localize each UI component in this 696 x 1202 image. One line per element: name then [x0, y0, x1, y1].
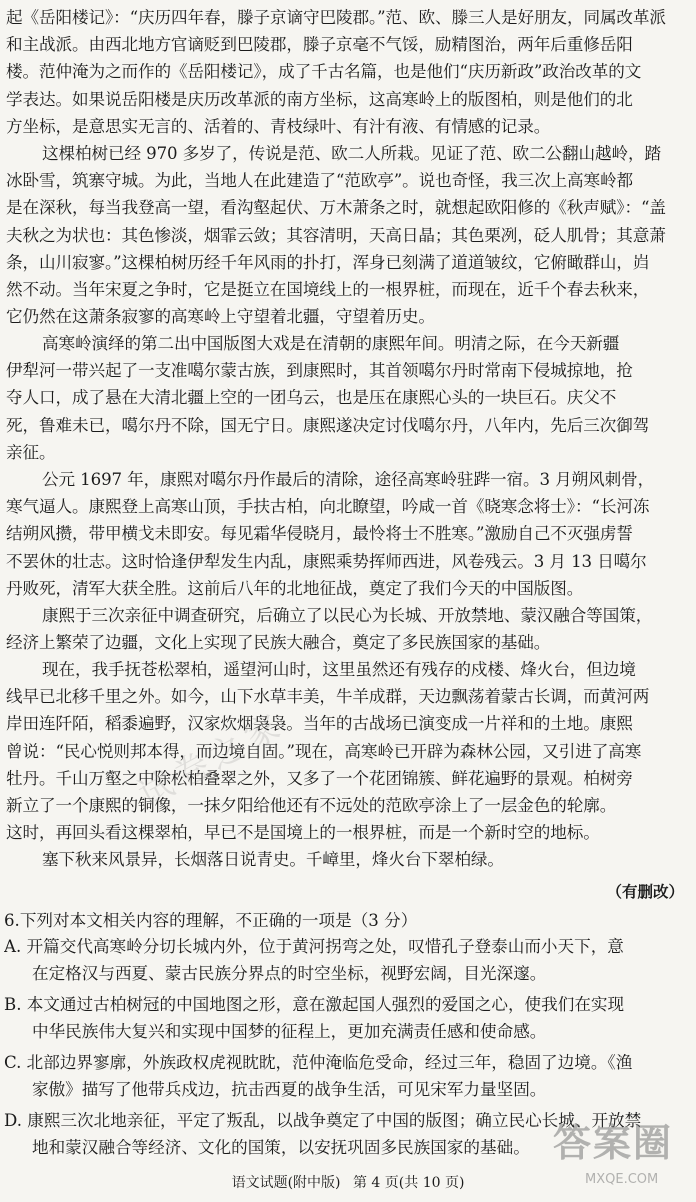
text-line: 高寒岭演绎的第二出中国版图大戏是在清朝的康熙年间。明清之际，在今天新疆 [42, 334, 620, 353]
text-line: 方坐标，是意思实无言的、活着的、青枝绿叶、有汁有液、有情感的记录。 [6, 116, 551, 136]
source-note: （有删改） [606, 882, 684, 901]
question-stem: 6.下列对本文相关内容的理解，不正确的一项是（3 分） [4, 911, 418, 930]
passage-paragraph-3 [6, 330, 690, 466]
text-line: 新立了一个康熙的铜像，一抹夕阳给他还有不远处的范欧亭涂上了一层金色的轮廓。 [6, 795, 617, 815]
text-line: 岸田连阡陌，稻黍遍野，汉家炊烟袅袅。当年的古战场已演变成一片祥和的土地。康熙 [6, 714, 633, 734]
option-line: A. 开篇交代高寒岭分切长城内外，位于黄河拐弯之处，叹惜孔子登泰山而小天下，意 [4, 937, 624, 956]
text-line: 结朔风攒，带甲横戈未即安。每见霜华侵晓月，最怜将士不胜寒。”激励自己不灭强虏誓 [6, 524, 633, 544]
text-line: 经济上繁荣了边疆，文化上实现了民族大融合，奠定了多民族国家的基础。 [6, 633, 551, 653]
passage-paragraph-2 [6, 140, 690, 330]
text-line: 起《岳阳楼记》：“庆历四年春，滕子京谪守巴陵郡。”范、欧、滕三人是好朋友，同属改革派 [6, 8, 666, 27]
text-line: 学表达。如果说岳阳楼是庆历改革派的南方坐标，这高寒岭上的版图柏，则是他们的北 [6, 89, 633, 109]
option-line: C. 北部边界寥廓，外族政权虎视眈眈，范仲淹临危受命，经过三年，稳固了边境。《渔 [4, 1053, 633, 1072]
option-a [4, 934, 690, 988]
passage-paragraph-5 [6, 602, 690, 656]
text-line: 公元 1697 年，康熙对噶尔丹作最后的清除，途径高寒岭驻跸一宿。3 月朔风刺骨， [42, 470, 655, 489]
passage-paragraph-1 [6, 4, 690, 140]
text-line: 和主战派。由西北地方官谪贬到巴陵郡，滕子京毫不气馁，励精图治，两年后重修岳阳 [6, 35, 633, 55]
passage-paragraph-4 [6, 466, 690, 602]
text-line: 夺人口，成了悬在大清北疆上空的一团乌云，也是压在康熙心头的一块巨石。庆父不 [6, 388, 617, 408]
text-line: 康熙于三次亲征中调查研究，后确立了以民心为长城、开放禁地、蒙汉融合等国策， [42, 606, 653, 625]
option-c [4, 1050, 690, 1104]
text-line: 伊犁河一带兴起了一支准噶尔蒙古族，到康熙时，其首领噶尔丹时常南下侵城掠地，抢 [6, 361, 633, 381]
text-line: 死，鲁难未已，噶尔丹不除，国无宁日。康熙遂决定讨伐噶尔丹，八年内，先后三次御驾 [6, 415, 650, 435]
text-line: 这时，再回头看这棵翠柏，早已不是国境上的一根界桩，而是一个新时空的地标。 [6, 823, 600, 843]
footer-subject: 语文试题(附中版) [231, 1175, 341, 1191]
option-line: D. 康熙三次北地亲征，平定了叛乱，以战争奠定了中国的版图；确立民心长城、开放禁 [4, 1111, 642, 1130]
option-b [4, 992, 690, 1046]
text-line: 是在深秋，每当我登高一望，看沟壑起伏、万木萧条之时，就想起欧阳修的《秋声赋》：“盖 [6, 198, 666, 218]
diagonal-watermark: 试卷之家 [131, 704, 292, 816]
logo-domain: MXQE.COM [585, 1172, 659, 1187]
option-line: 家傲》描写了他带兵戍边，抗击西夏的战争生活，可见宋军力量坚固。 [32, 1079, 547, 1099]
text-line: 它仍然在这萧条寂寥的高寒岭上守望着北疆，守望着历史。 [6, 307, 435, 327]
text-line: 亲征。 [6, 442, 56, 462]
text-line: 楼。范仲淹为之而作的《岳阳楼记》，成了千古名篇，也是他们“庆历新政”政治改革的文 [6, 62, 642, 82]
text-line: 夫秋之为状也：其色惨淡，烟霏云敛；其容清明，天高日晶；其色栗冽，砭人肌骨；其意萧 [6, 225, 666, 245]
text-line: 丹败死，清军大获全胜。这前后八年的北地征战，奠定了我们今天的中国版图。 [6, 578, 584, 598]
text-line: 条，山川寂寥。”这棵柏树历经千年风雨的扑打，浑身已刻满了道道皱纹，它俯瞰群山，岿 [6, 252, 650, 272]
passage-paragraph-7 [6, 846, 690, 873]
text-line: 牡丹。千山万壑之中除松柏叠翠之外，又多了一个花团锦簇、鲜花遍野的景观。柏树旁 [6, 768, 633, 788]
text-line: 塞下秋来风景异，长烟落日说青史。千嶂里，烽火台下翠柏绿。 [42, 850, 504, 869]
text-line: 这棵柏树已经 970 多岁了，传说是范、欧二人所栽。见证了范、欧二公翻山越岭，踏 [42, 144, 662, 163]
option-line: 地和蒙汉融合等经济、文化的国策，以安抚巩固多民族国家的基础。 [32, 1137, 530, 1157]
option-line: B. 本文通过古柏树冠的中国地图之形，意在激起国人强烈的爱国之心，使我们在实现 [4, 995, 625, 1014]
text-line: 冰卧雪，筑寨守城。为此，当地人在此建造了“范欧亭”。说也奇怪，我三次上高寒岭都 [6, 171, 634, 191]
text-line: 现在，我手抚苍松翠柏，遥望河山时，这里虽然还有残存的戍楼、烽火台，但边境 [42, 660, 636, 679]
footer-page-number: 第 4 页(共 10 页) [352, 1175, 465, 1191]
site-logo-watermark [545, 1112, 691, 1198]
text-line: 不罢休的壮志。这时恰逢伊犁发生内乱，康熙乘势挥师西进，风卷残云。3 月 13 日噶尔 [6, 551, 647, 571]
option-line: 中华民族伟大复兴和实现中国梦的征程上，更加充满责任感和使命感。 [32, 1021, 547, 1041]
text-line: 曾说：“民心悦则邦本得，而边境自固。”现在，高寒岭已开辟为森林公园，又引进了高寒 [6, 741, 642, 761]
option-line: 在定格汉与西夏、蒙古民族分界点的时空坐标，视野宏阔，目光深邃。 [32, 963, 547, 983]
text-line: 寒气逼人。康熙登上高寒山顶，手扶古柏，向北瞭望，吟咸一首《晓寒念将士》：“长河冻 [6, 497, 650, 517]
text-line: 线早已北移千里之外。如今，山下水草丰美，牛羊成群，天边飘荡着蒙古长调，而黄河两 [6, 687, 650, 707]
logo-text: 答案圈 [553, 1121, 674, 1165]
text-line: 然不动。当年宋夏之争时，它是挺立在国境线上的一根界桩，而现在，近千个春去秋来， [6, 279, 650, 299]
